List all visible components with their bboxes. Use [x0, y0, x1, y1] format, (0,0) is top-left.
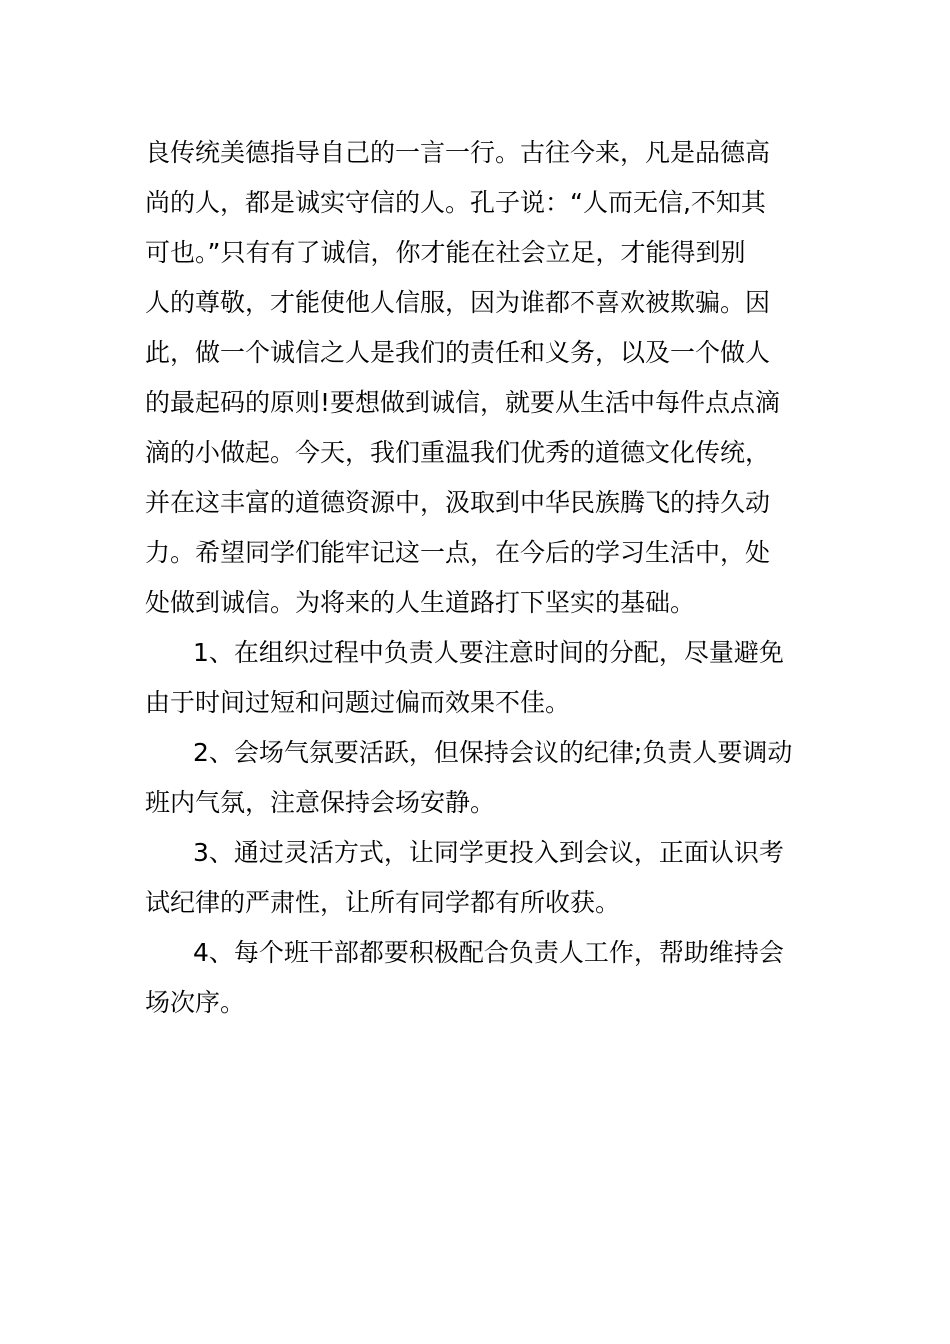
text-line: 良传统美德指导自己的一言一行。古往今来，凡是品德高	[145, 138, 771, 167]
text-line: 的最起码的原则!要想做到诚信，就要从生活中每件点点滴	[145, 388, 781, 417]
list-item-2	[145, 728, 808, 828]
text-line: 尚的人，都是诚实守信的人。孔子说：“人而无信,不知其	[145, 188, 766, 217]
text-line: 滴的小做起。今天，我们重温我们优秀的道德文化传统，	[145, 438, 771, 467]
text-line: 1、在组织过程中负责人要注意时间的分配，尽量避免	[193, 638, 784, 667]
text-line: 由于时间过短和问题过偏而效果不佳。	[145, 688, 571, 717]
text-line: 处做到诚信。为将来的人生道路打下坚实的基础。	[145, 588, 696, 617]
text-line: 3、通过灵活方式，让同学更投入到会议，正面认识考	[193, 838, 784, 867]
list-item-1	[145, 628, 808, 728]
document-body	[145, 128, 808, 1028]
text-line: 2、会场气氛要活跃，但保持会议的纪律;负责人要调动	[193, 738, 793, 767]
text-line: 班内气氛，注意保持会场安静。	[145, 788, 496, 817]
text-line: 场次序。	[145, 988, 246, 1017]
list-item-4	[145, 928, 808, 1028]
text-line: 可也。”只有有了诚信，你才能在社会立足，才能得到别	[145, 238, 746, 267]
list-item-3	[145, 828, 808, 928]
text-line: 并在这丰富的道德资源中，汲取到中华民族腾飞的持久动	[145, 488, 771, 517]
text-line: 试纪律的严肃性，让所有同学都有所收获。	[145, 888, 621, 917]
text-line: 人的尊敬，才能使他人信服，因为谁都不喜欢被欺骗。因	[145, 288, 771, 317]
main-paragraph	[145, 128, 808, 628]
text-line: 此，做一个诚信之人是我们的责任和义务，以及一个做人	[145, 338, 771, 367]
text-line: 4、每个班干部都要积极配合负责人工作，帮助维持会	[193, 938, 784, 967]
text-line: 力。希望同学们能牢记这一点，在今后的学习生活中，处	[145, 538, 771, 567]
